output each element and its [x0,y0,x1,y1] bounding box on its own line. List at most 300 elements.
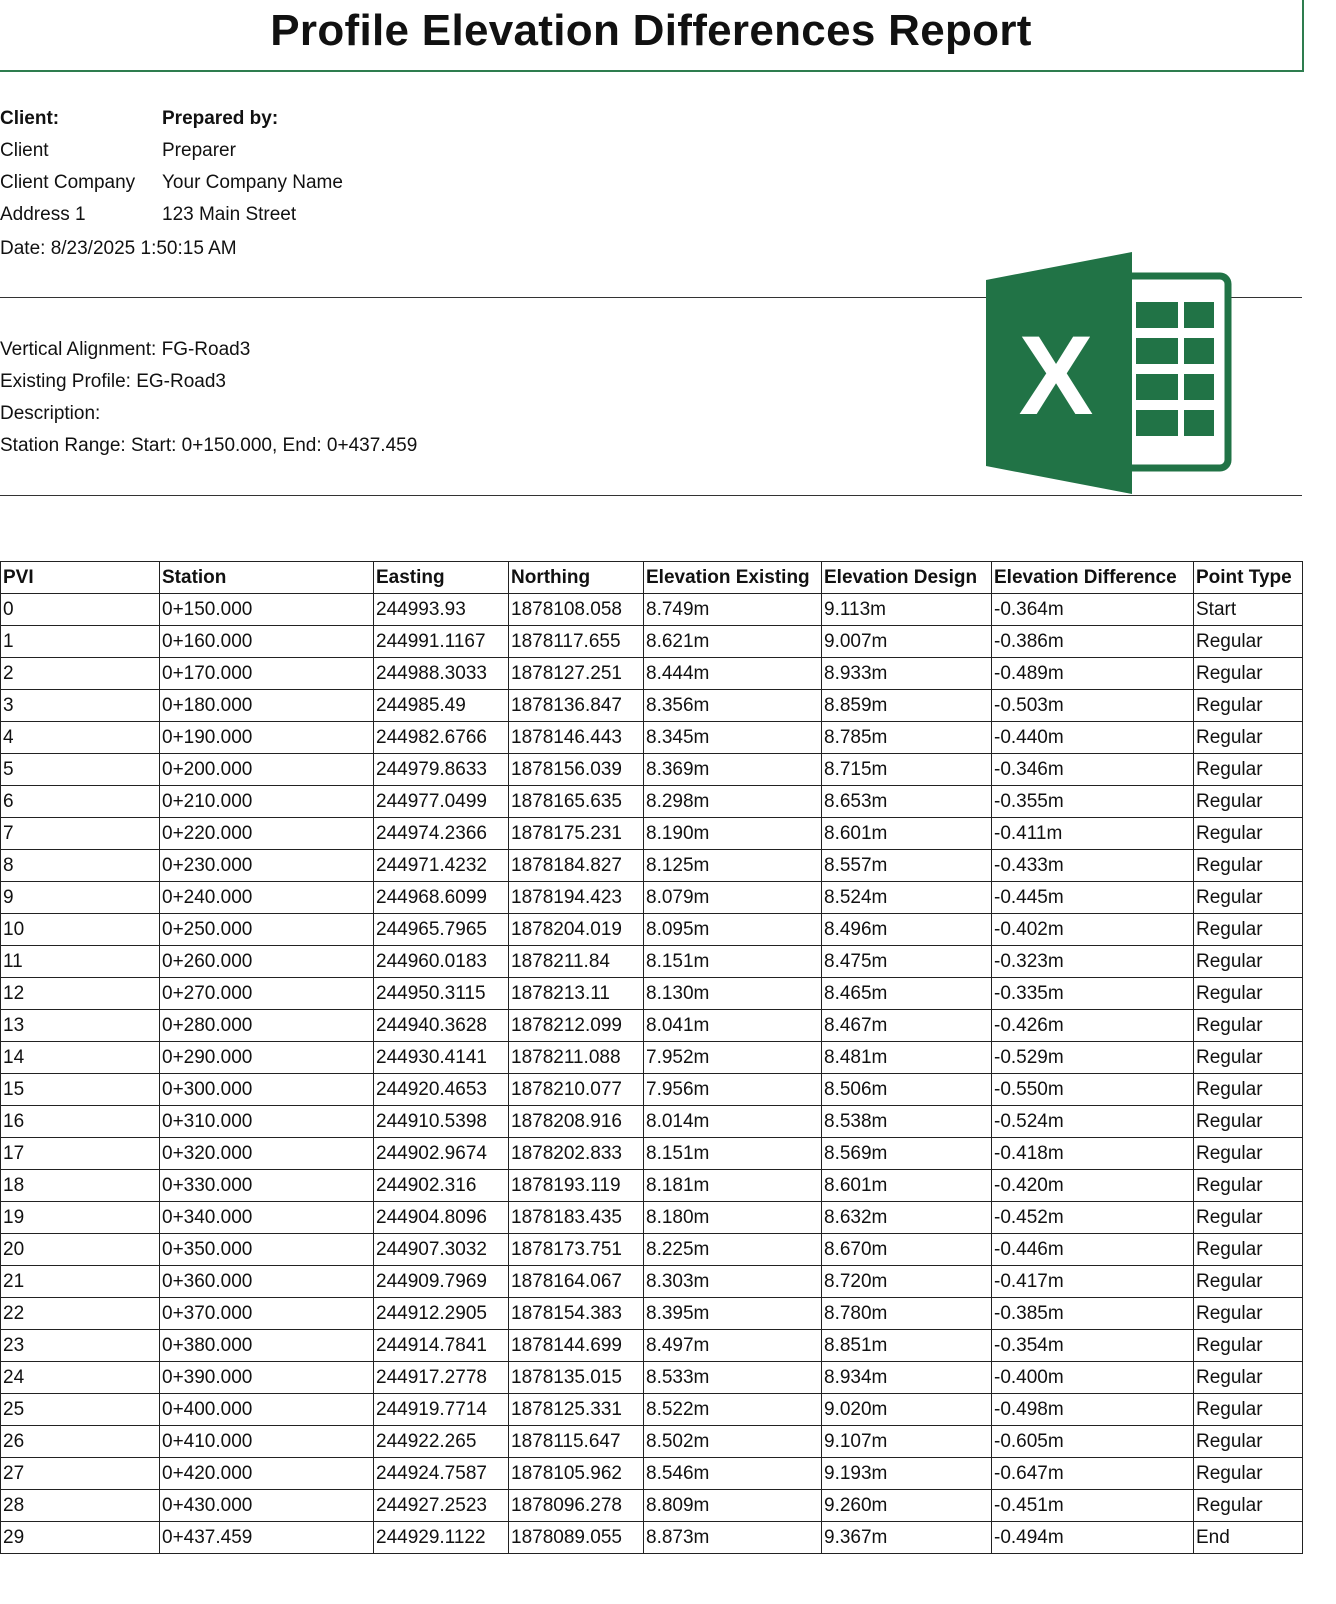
table-cell: 27 [1,1458,160,1490]
table-cell: 0+380.000 [160,1330,374,1362]
table-cell: 8.621m [644,626,822,658]
table-cell: 16 [1,1106,160,1138]
table-row [1,594,1303,626]
table-cell: 0+180.000 [160,690,374,722]
table-cell: Start [1194,594,1303,626]
table-cell: 8.497m [644,1330,822,1362]
table-cell: 22 [1,1298,160,1330]
table-cell: 0+290.000 [160,1042,374,1074]
client-info [0,103,135,231]
table-row [1,690,1303,722]
table-row [1,754,1303,786]
table-cell: Regular [1194,1362,1303,1394]
table-cell: -0.346m [992,754,1194,786]
table-row [1,1074,1303,1106]
table-cell: 0+370.000 [160,1298,374,1330]
table-cell: 8.873m [644,1522,822,1554]
table-cell: 8.538m [822,1106,992,1138]
station-range: Station Range: Start: 0+150.000, End: 0+437.459 [0,435,418,456]
table-cell: 1878156.039 [509,754,644,786]
table-cell: 0+360.000 [160,1266,374,1298]
table-cell: 0+240.000 [160,882,374,914]
report-title: Profile Elevation Differences Report [270,6,1032,55]
table-cell: 1878210.077 [509,1074,644,1106]
table-cell: 8.809m [644,1490,822,1522]
table-cell: Regular [1194,786,1303,818]
table-cell: 8.851m [822,1330,992,1362]
column-header: Northing [509,562,644,594]
table-cell: 0+400.000 [160,1394,374,1426]
table-cell: 8.933m [822,658,992,690]
table-cell: 244930.4141 [374,1042,509,1074]
table-cell: 0+330.000 [160,1170,374,1202]
table-cell: 244907.3032 [374,1234,509,1266]
table-cell: 8 [1,850,160,882]
table-cell: 8.546m [644,1458,822,1490]
table-cell: -0.451m [992,1490,1194,1522]
table-cell: 0+230.000 [160,850,374,882]
table-cell: 8.151m [644,1138,822,1170]
table-cell: 0+390.000 [160,1362,374,1394]
table-row [1,882,1303,914]
table-row [1,850,1303,882]
table-cell: Regular [1194,1138,1303,1170]
table-cell: 8.780m [822,1298,992,1330]
table-cell: 8.785m [822,722,992,754]
table-cell: 1878096.278 [509,1490,644,1522]
table-row [1,1330,1303,1362]
column-header: Point Type [1194,562,1303,594]
column-header: Elevation Design [822,562,992,594]
table-cell: 9.007m [822,626,992,658]
table-cell: 8.369m [644,754,822,786]
table-cell: 244991.1167 [374,626,509,658]
table-cell: 29 [1,1522,160,1554]
table-cell: -0.385m [992,1298,1194,1330]
client-address: Address 1 [0,204,86,225]
table-cell: 1878164.067 [509,1266,644,1298]
table-cell: 8.670m [822,1234,992,1266]
column-header: Easting [374,562,509,594]
table-cell: 244917.2778 [374,1362,509,1394]
table-cell: 8.496m [822,914,992,946]
table-cell: 244982.6766 [374,722,509,754]
table-cell: 15 [1,1074,160,1106]
table-cell: 244985.49 [374,690,509,722]
table-cell: 1878202.833 [509,1138,644,1170]
table-cell: 0+170.000 [160,658,374,690]
table-cell: 8.601m [822,818,992,850]
table-cell: 25 [1,1394,160,1426]
table-cell: 1878154.383 [509,1298,644,1330]
logo-letter: X [1018,313,1094,438]
existing-profile: Existing Profile: EG-Road3 [0,371,226,392]
table-cell: 21 [1,1266,160,1298]
table-cell: 0+270.000 [160,978,374,1010]
table-cell: Regular [1194,882,1303,914]
preparer-address: 123 Main Street [162,204,297,225]
table-cell: Regular [1194,690,1303,722]
table-cell: -0.354m [992,1330,1194,1362]
table-cell: 0+420.000 [160,1458,374,1490]
table-cell: 244979.8633 [374,754,509,786]
table-cell: 8.522m [644,1394,822,1426]
table-cell: 1878211.088 [509,1042,644,1074]
table-cell: 0+340.000 [160,1202,374,1234]
table-cell: 1878194.423 [509,882,644,914]
table-cell: 0+320.000 [160,1138,374,1170]
table-cell: 8.298m [644,786,822,818]
table-cell: 9.193m [822,1458,992,1490]
table-cell: 244902.316 [374,1170,509,1202]
preparer-name: Preparer [162,140,236,161]
column-header: Elevation Existing [644,562,822,594]
table-cell: 8.524m [822,882,992,914]
table-cell: 1878193.119 [509,1170,644,1202]
table-cell: 6 [1,786,160,818]
table-cell: -0.400m [992,1362,1194,1394]
table-cell: 0+250.000 [160,914,374,946]
table-cell: -0.446m [992,1234,1194,1266]
table-row [1,946,1303,978]
table-cell: Regular [1194,1426,1303,1458]
table-cell: Regular [1194,1490,1303,1522]
table-cell: 0+200.000 [160,754,374,786]
table-cell: 244919.7714 [374,1394,509,1426]
table-cell: -0.445m [992,882,1194,914]
table-cell: 1878117.655 [509,626,644,658]
table-cell: Regular [1194,754,1303,786]
table-cell: 244912.2905 [374,1298,509,1330]
table-cell: 244974.2366 [374,818,509,850]
column-header: Elevation Difference [992,562,1194,594]
table-cell: 244902.9674 [374,1138,509,1170]
divider [0,495,1302,496]
table-header-row [1,562,1303,594]
table-cell: 8.934m [822,1362,992,1394]
table-cell: 0+437.459 [160,1522,374,1554]
table-row [1,1106,1303,1138]
table-row [1,1394,1303,1426]
table-cell: 1878184.827 [509,850,644,882]
table-cell: 1878127.251 [509,658,644,690]
table-cell: 14 [1,1042,160,1074]
table-cell: 11 [1,946,160,978]
table-cell: 0+220.000 [160,818,374,850]
table-cell: 244929.1122 [374,1522,509,1554]
preparer-heading: Prepared by: [162,108,279,129]
table-cell: -0.494m [992,1522,1194,1554]
table-cell: 244993.93 [374,594,509,626]
table-cell: -0.605m [992,1426,1194,1458]
table-cell: 8.720m [822,1266,992,1298]
table-cell: -0.489m [992,658,1194,690]
table-cell: 9.020m [822,1394,992,1426]
table-cell: 0+260.000 [160,946,374,978]
table-cell: 9.367m [822,1522,992,1554]
table-cell: Regular [1194,978,1303,1010]
table-cell: 244927.2523 [374,1490,509,1522]
table-cell: 244977.0499 [374,786,509,818]
table-cell: 8.395m [644,1298,822,1330]
table-cell: 8.303m [644,1266,822,1298]
table-cell: 8.533m [644,1362,822,1394]
excel-icon [986,252,1246,494]
table-cell: -0.420m [992,1170,1194,1202]
table-cell: 1878108.058 [509,594,644,626]
table-cell: 13 [1,1010,160,1042]
table-cell: 8.653m [822,786,992,818]
table-row [1,626,1303,658]
client-company: Client Company [0,172,136,193]
table-cell: Regular [1194,850,1303,882]
alignment-info [0,334,417,462]
table-cell: 1878125.331 [509,1394,644,1426]
table-cell: 1878183.435 [509,1202,644,1234]
table-cell: 8.465m [822,978,992,1010]
table-cell: Regular [1194,1170,1303,1202]
table-row [1,1138,1303,1170]
table-cell: Regular [1194,658,1303,690]
table-cell: 28 [1,1490,160,1522]
table-row [1,1426,1303,1458]
table-cell: 244910.5398 [374,1106,509,1138]
preparer-info [162,103,343,231]
table-cell: 1 [1,626,160,658]
table-cell: Regular [1194,1394,1303,1426]
table-cell: 244971.4232 [374,850,509,882]
table-cell: Regular [1194,914,1303,946]
table-cell: 8.475m [822,946,992,978]
table-cell: 9.260m [822,1490,992,1522]
table-cell: 1878211.84 [509,946,644,978]
table-row [1,1042,1303,1074]
table-cell: Regular [1194,626,1303,658]
table-cell: Regular [1194,1298,1303,1330]
table-cell: 244914.7841 [374,1330,509,1362]
table-cell: -0.402m [992,914,1194,946]
table-cell: Regular [1194,1106,1303,1138]
table-cell: 244922.265 [374,1426,509,1458]
table-cell: 1878135.015 [509,1362,644,1394]
table-cell: 8.444m [644,658,822,690]
table-row [1,1010,1303,1042]
table-cell: 8.345m [644,722,822,754]
table-cell: 8.181m [644,1170,822,1202]
table-cell: -0.452m [992,1202,1194,1234]
description: Description: [0,403,101,424]
table-cell: 8.502m [644,1426,822,1458]
table-cell: 9 [1,882,160,914]
table-cell: End [1194,1522,1303,1554]
table-cell: 0+300.000 [160,1074,374,1106]
table-cell: 8.079m [644,882,822,914]
table-row [1,1298,1303,1330]
table-cell: 8.467m [822,1010,992,1042]
table-cell: 1878213.11 [509,978,644,1010]
table-cell: -0.335m [992,978,1194,1010]
client-name: Client [0,140,49,161]
table-cell: 0+150.000 [160,594,374,626]
table-cell: Regular [1194,818,1303,850]
table-cell: 244960.0183 [374,946,509,978]
table-cell: -0.524m [992,1106,1194,1138]
table-cell: 5 [1,754,160,786]
table-cell: 9.113m [822,594,992,626]
table-cell: -0.323m [992,946,1194,978]
table-cell: 8.095m [644,914,822,946]
table-cell: -0.386m [992,626,1194,658]
table-cell: Regular [1194,1266,1303,1298]
table-cell: 8.632m [822,1202,992,1234]
column-header: Station [160,562,374,594]
table-cell: 7.952m [644,1042,822,1074]
table-cell: -0.498m [992,1394,1194,1426]
table-cell: Regular [1194,722,1303,754]
preparer-company: Your Company Name [162,172,343,193]
elevation-table [0,561,1303,1554]
table-row [1,1490,1303,1522]
table-cell: 7.956m [644,1074,822,1106]
table-cell: 26 [1,1426,160,1458]
table-cell: -0.417m [992,1266,1194,1298]
table-cell: -0.503m [992,690,1194,722]
table-cell: -0.411m [992,818,1194,850]
table-cell: 8.190m [644,818,822,850]
table-cell: 1878115.647 [509,1426,644,1458]
table-cell: 10 [1,914,160,946]
table-cell: 0+160.000 [160,626,374,658]
table-cell: 244904.8096 [374,1202,509,1234]
table-cell: -0.440m [992,722,1194,754]
table-cell: 12 [1,978,160,1010]
table-cell: 244909.7969 [374,1266,509,1298]
table-cell: 8.014m [644,1106,822,1138]
table-row [1,1458,1303,1490]
table-cell: Regular [1194,1202,1303,1234]
table-cell: 244965.7965 [374,914,509,946]
table-cell: 2 [1,658,160,690]
table-cell: 23 [1,1330,160,1362]
table-row [1,1362,1303,1394]
table-cell: 1878173.751 [509,1234,644,1266]
table-cell: -0.355m [992,786,1194,818]
table-cell: 244924.7587 [374,1458,509,1490]
table-cell: 8.130m [644,978,822,1010]
table-cell: 17 [1,1138,160,1170]
table-cell: 3 [1,690,160,722]
table-cell: 4 [1,722,160,754]
table-cell: 8.506m [822,1074,992,1106]
table-cell: 0+350.000 [160,1234,374,1266]
table-cell: 0+210.000 [160,786,374,818]
table-cell: 7 [1,818,160,850]
table-cell: 9.107m [822,1426,992,1458]
table-cell: 1878144.699 [509,1330,644,1362]
table-cell: 8.041m [644,1010,822,1042]
table-cell: 8.601m [822,1170,992,1202]
table-cell: 8.151m [644,946,822,978]
table-cell: 0+190.000 [160,722,374,754]
table-row [1,1202,1303,1234]
table-cell: -0.426m [992,1010,1194,1042]
report-date: Date: 8/23/2025 1:50:15 AM [0,238,237,259]
table-cell: 1878212.099 [509,1010,644,1042]
table-cell: Regular [1194,1010,1303,1042]
table-cell: 24 [1,1362,160,1394]
table-cell: 8.225m [644,1234,822,1266]
table-cell: 8.859m [822,690,992,722]
column-header: PVI [1,562,160,594]
table-cell: -0.433m [992,850,1194,882]
table-cell: 8.715m [822,754,992,786]
table-cell: 1878208.916 [509,1106,644,1138]
table-cell: 244940.3628 [374,1010,509,1042]
table-row [1,1170,1303,1202]
table-row [1,978,1303,1010]
table-cell: -0.529m [992,1042,1194,1074]
table-cell: 1878165.635 [509,786,644,818]
table-row [1,1266,1303,1298]
table-cell: 244988.3033 [374,658,509,690]
table-cell: 8.125m [644,850,822,882]
table-cell: Regular [1194,1458,1303,1490]
table-cell: 18 [1,1170,160,1202]
table-row [1,722,1303,754]
table-cell: 8.557m [822,850,992,882]
table-cell: Regular [1194,1042,1303,1074]
table-cell: 1878146.443 [509,722,644,754]
table-cell: -0.647m [992,1458,1194,1490]
table-cell: 0+310.000 [160,1106,374,1138]
table-cell: 8.749m [644,594,822,626]
table-cell: 0+410.000 [160,1426,374,1458]
table-cell: 244968.6099 [374,882,509,914]
table-cell: 1878136.847 [509,690,644,722]
table-cell: 0+280.000 [160,1010,374,1042]
table-cell: 244950.3115 [374,978,509,1010]
table-cell: 0+430.000 [160,1490,374,1522]
table-cell: Regular [1194,1330,1303,1362]
table-cell: Regular [1194,1234,1303,1266]
table-cell: Regular [1194,1074,1303,1106]
table-row [1,914,1303,946]
table-cell: 8.180m [644,1202,822,1234]
table-cell: 8.356m [644,690,822,722]
client-heading: Client: [0,108,60,129]
table-cell: 1878175.231 [509,818,644,850]
table-cell: 8.569m [822,1138,992,1170]
table-row [1,1234,1303,1266]
table-cell: -0.364m [992,594,1194,626]
vertical-alignment: Vertical Alignment: FG-Road3 [0,339,251,360]
table-cell: 1878204.019 [509,914,644,946]
table-cell: 8.481m [822,1042,992,1074]
table-row [1,1522,1303,1554]
table-cell: 1878105.962 [509,1458,644,1490]
table-cell: -0.418m [992,1138,1194,1170]
table-cell: 0 [1,594,160,626]
table-cell: Regular [1194,946,1303,978]
table-cell: 19 [1,1202,160,1234]
table-cell: 1878089.055 [509,1522,644,1554]
table-cell: -0.550m [992,1074,1194,1106]
table-cell: 20 [1,1234,160,1266]
table-row [1,818,1303,850]
table-row [1,786,1303,818]
table-row [1,658,1303,690]
table-cell: 244920.4653 [374,1074,509,1106]
